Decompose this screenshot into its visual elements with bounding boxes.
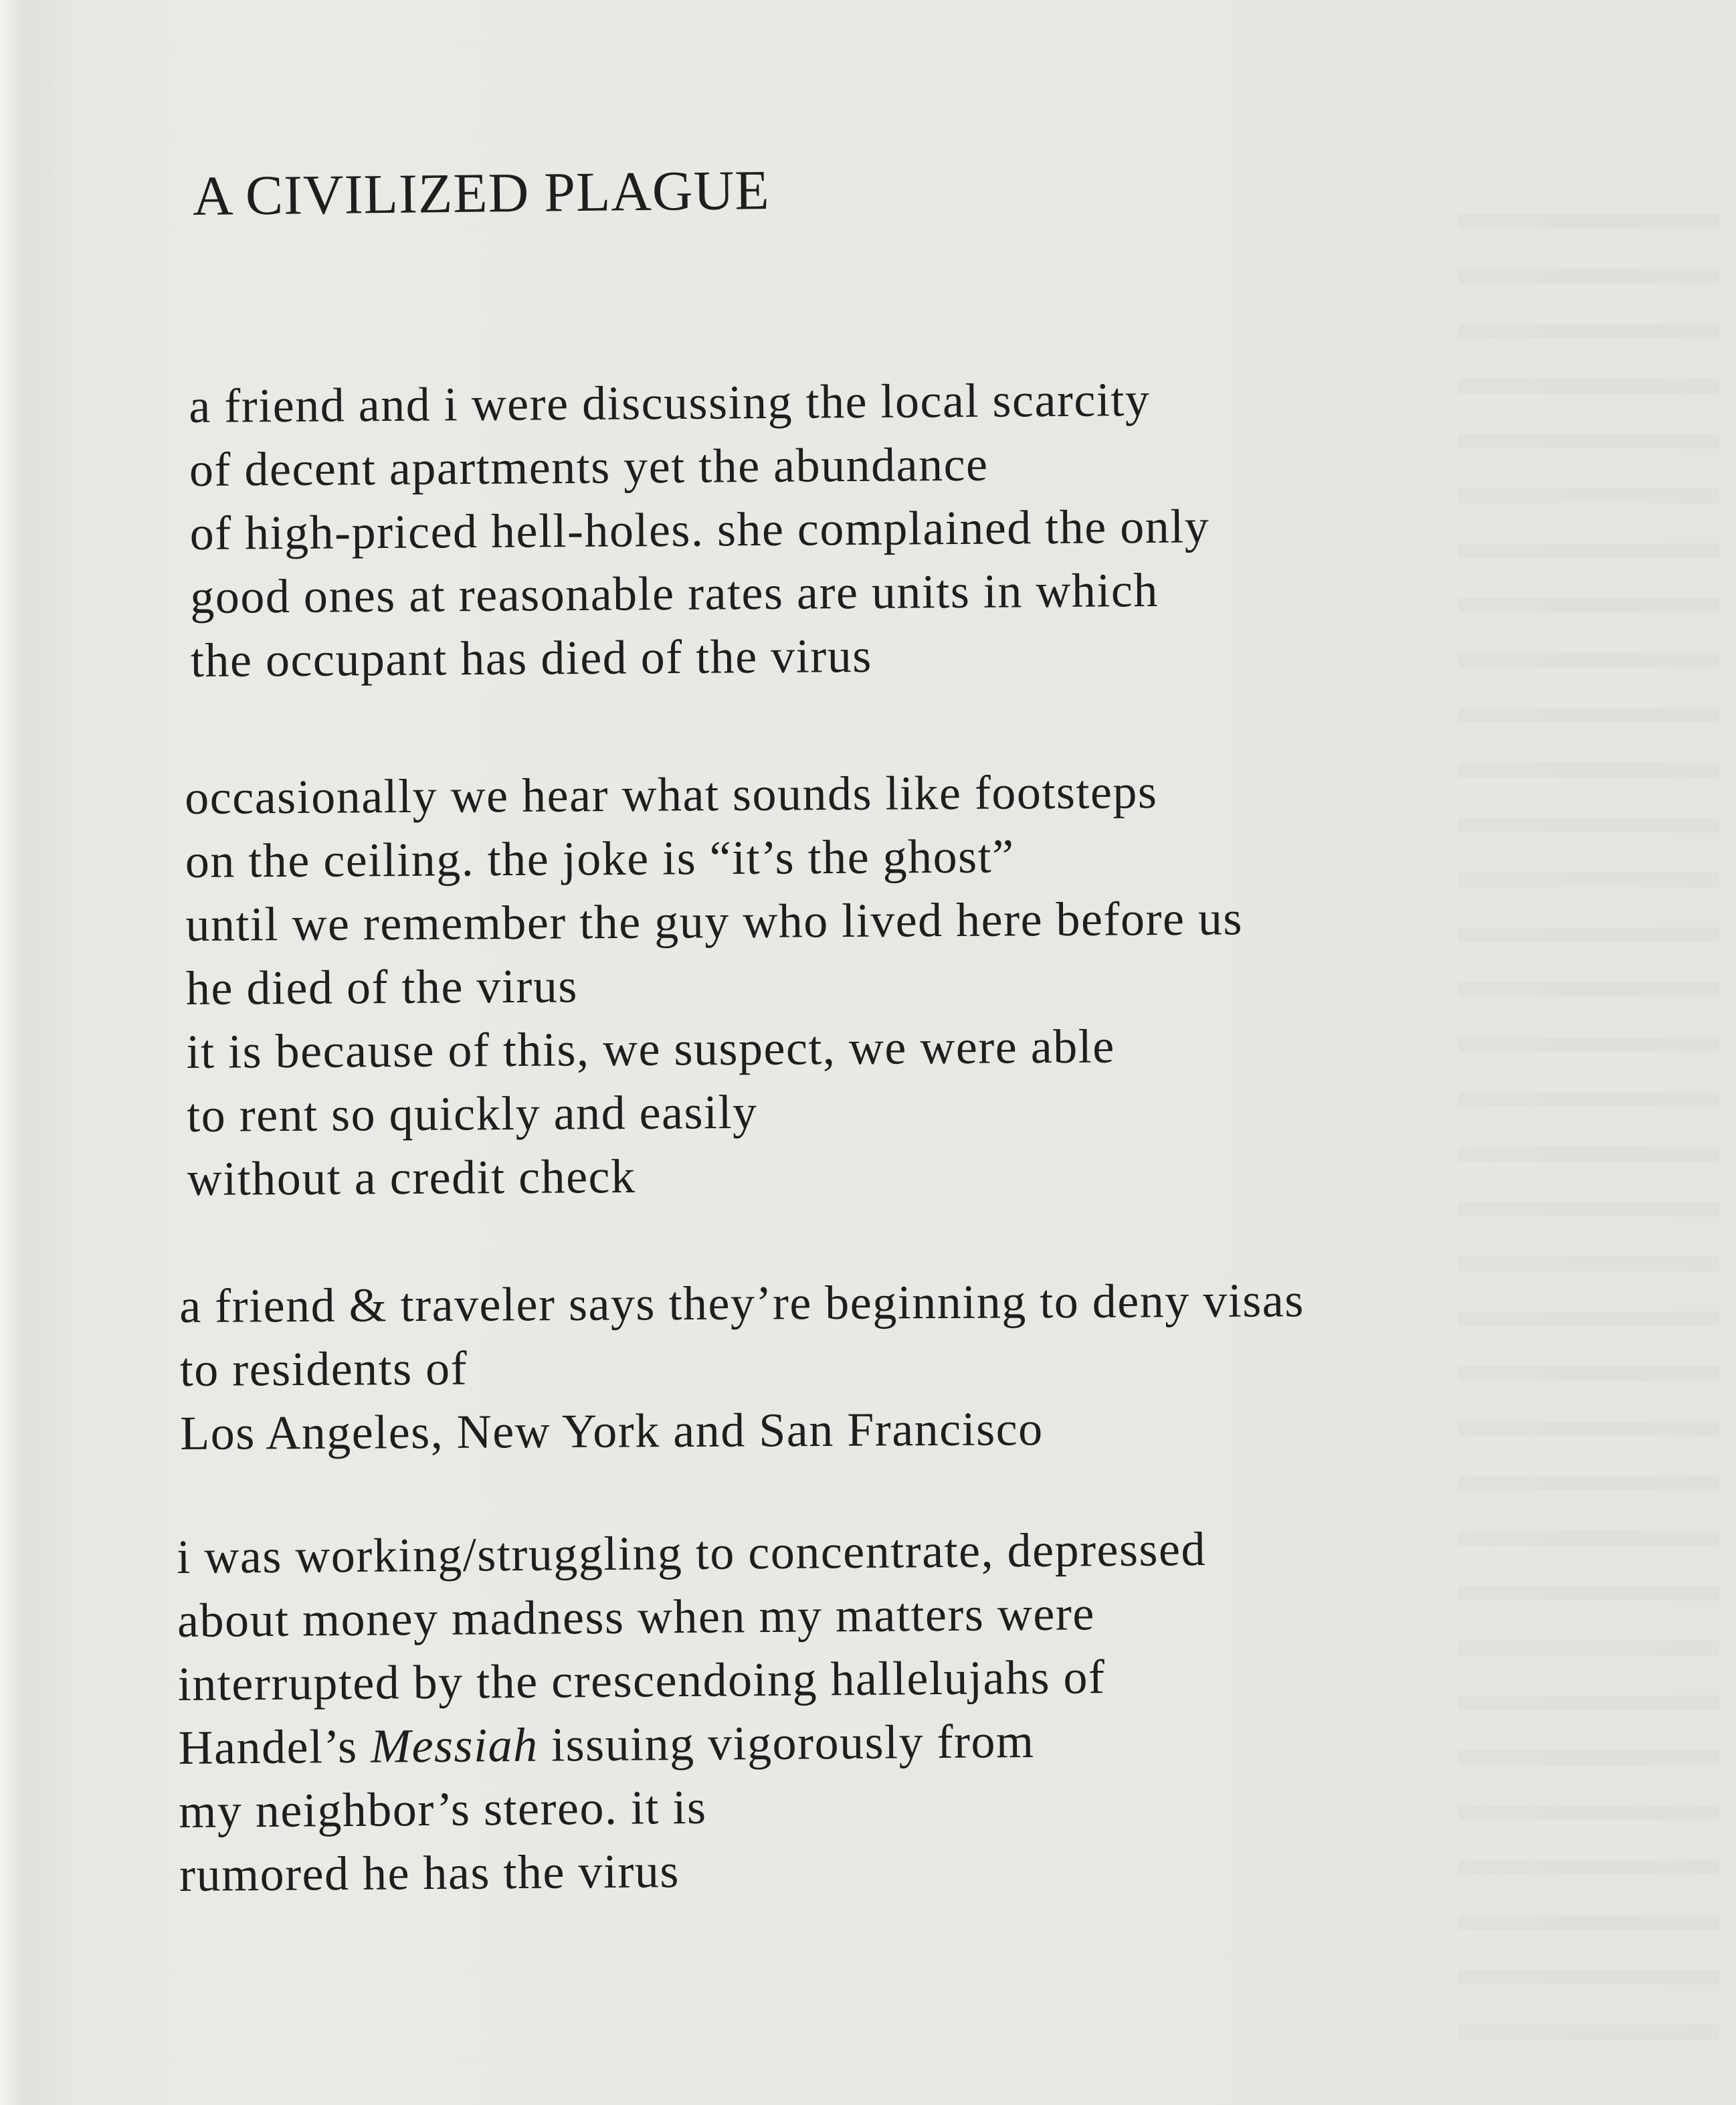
poem-line: about money madness when my matters were — [177, 1586, 1096, 1647]
poem-line: the occupant has died of the virus — [190, 628, 872, 687]
bleed-through-texture — [1458, 174, 1719, 2047]
stanza-2 — [185, 759, 1245, 1211]
poem-line: it is because of this, we suspect, we were able — [186, 1019, 1115, 1079]
stanza-4 — [177, 1518, 1209, 1907]
poem-line: of high-priced hell-holes. she complained the only — [189, 499, 1210, 560]
poem-line: i was working/struggling to concentrate, depressed — [177, 1522, 1207, 1584]
poem-line: to residents of — [179, 1341, 468, 1396]
poem-line: my neighbor’s stereo. it is — [179, 1780, 707, 1838]
poem-line: a friend & traveler says they’re beginning to deny visas — [179, 1273, 1305, 1333]
poem-line: he died of the virus — [185, 959, 579, 1015]
poem-line: of decent apartments yet the abundance — [189, 437, 989, 496]
poem-line: on the ceiling. the joke is “it’s the ghost” — [185, 829, 1015, 888]
stanza-3 — [179, 1269, 1305, 1465]
poem-line: rumored he has the virus — [179, 1844, 680, 1902]
poem-line: without a credit check — [187, 1149, 636, 1206]
poem-title: A CIVILIZED PLAGUE — [192, 159, 770, 227]
poem-line: Los Angeles, New York and San Francisco — [180, 1402, 1044, 1460]
poem-line: good ones at reasonable rates are units in which — [190, 563, 1159, 624]
italic-title: Messiah — [370, 1718, 539, 1773]
poem-line: interrupted by the crescendoing hallelujahs of — [177, 1650, 1106, 1711]
poem-line: occasionally we hear what sounds like footsteps — [185, 765, 1158, 824]
page-gutter-shadow — [0, 0, 47, 2105]
line-text: Handel’s — [178, 1719, 371, 1774]
line-text: issuing vigorously from — [538, 1714, 1035, 1772]
stanza-1 — [189, 367, 1211, 693]
poem-line: until we remember the guy who lived here before us — [185, 891, 1244, 951]
poem-line: a friend and i were discussing the local scarcity — [189, 372, 1151, 433]
poem-line: to rent so quickly and easily — [186, 1085, 758, 1142]
poem-line-with-italic — [178, 1708, 1208, 1780]
